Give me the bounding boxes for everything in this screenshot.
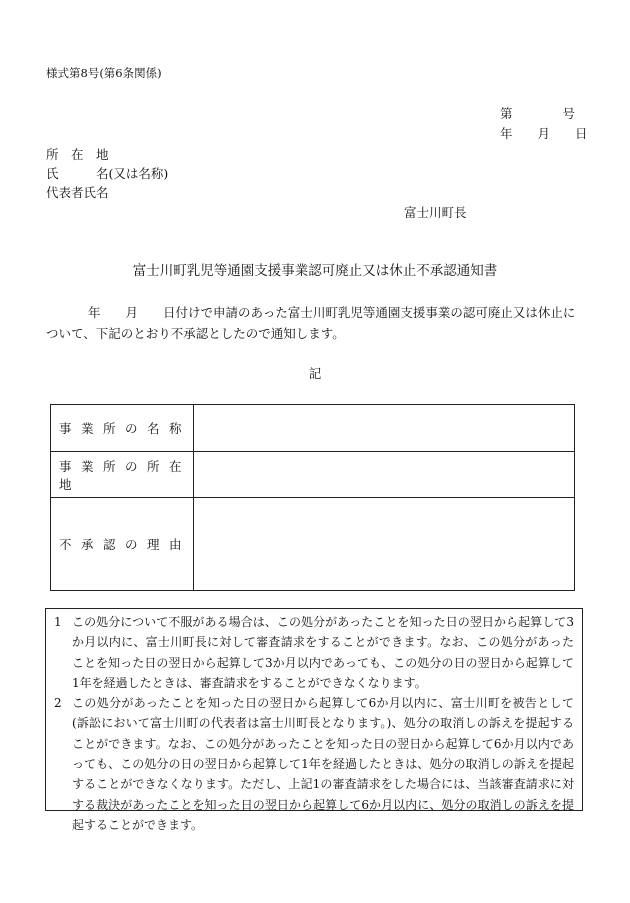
issuer: 富士川町長 xyxy=(404,205,467,220)
document-title: 富士川町乳児等通園支援事業認可廃止又は休止不承認通知書 xyxy=(132,263,498,279)
ki-heading: 記 xyxy=(308,366,322,381)
notice-box xyxy=(45,608,583,832)
notice-number: 1 xyxy=(54,615,62,629)
notice-item xyxy=(54,693,574,835)
document-date: 年 月 日 xyxy=(500,126,588,141)
representative-label: 代表者氏名 xyxy=(46,185,109,200)
rejection-reason-cell[interactable] xyxy=(194,498,574,590)
name-label: 氏 名(又は名称) xyxy=(46,166,169,181)
row-label: 不承認の理由 xyxy=(51,498,194,590)
row-label: 事業所の所在地 xyxy=(51,452,194,497)
facility-address-cell[interactable] xyxy=(194,452,574,497)
table-row xyxy=(51,451,574,497)
notice-text: この処分について不服がある場合は、この処分があったことを知った日の翌日から起算して3か月以内に、富士川町長に対して審査請求をすることができます。なお、この処分があったことを知った日の翌日から起算して3か月以内であっても、この処分の日の翌日から起算して1年を経過したときは、審査請求をすることができなくなります。 xyxy=(72,615,574,690)
table-row xyxy=(51,405,574,451)
document-number: 第 号 xyxy=(500,106,576,121)
row-label: 事業所の名称 xyxy=(51,405,194,451)
facility-name-cell[interactable] xyxy=(194,405,574,451)
body-paragraph: 年 月 日付けで申請のあった富士川町乳児等通園支援事業の認可廃止又は休止について、下記のとおり不承認としたので通知します。 xyxy=(46,305,576,341)
form-label: 様式第8号(第6条関係) xyxy=(46,66,162,80)
table-row xyxy=(51,497,574,590)
notice-item xyxy=(54,612,574,693)
notice-number: 2 xyxy=(54,696,62,711)
notice-text: この処分があったことを知った日の翌日から起算して6か月以内に、富士川町を被告として(訴訟において富士川町の代表者は富士川町長となります。)、処分の取消しの訴えを提起することができます。なお、この処分があったことを知った日の翌日から起算して6か月以内であっても、この処分の日の翌日から起算して1年を経過したときは、処分の取消しの訴えを提起することができなくなります。ただし、上記1の審査請求をした場合には、当該審査請求に対する裁決があったことを知った日の翌日から起算して6か月以内に、処分の取消しの訴えを提起することができます。 xyxy=(72,696,574,832)
detail-table xyxy=(50,404,575,591)
address-label: 所 在 地 xyxy=(46,147,109,162)
